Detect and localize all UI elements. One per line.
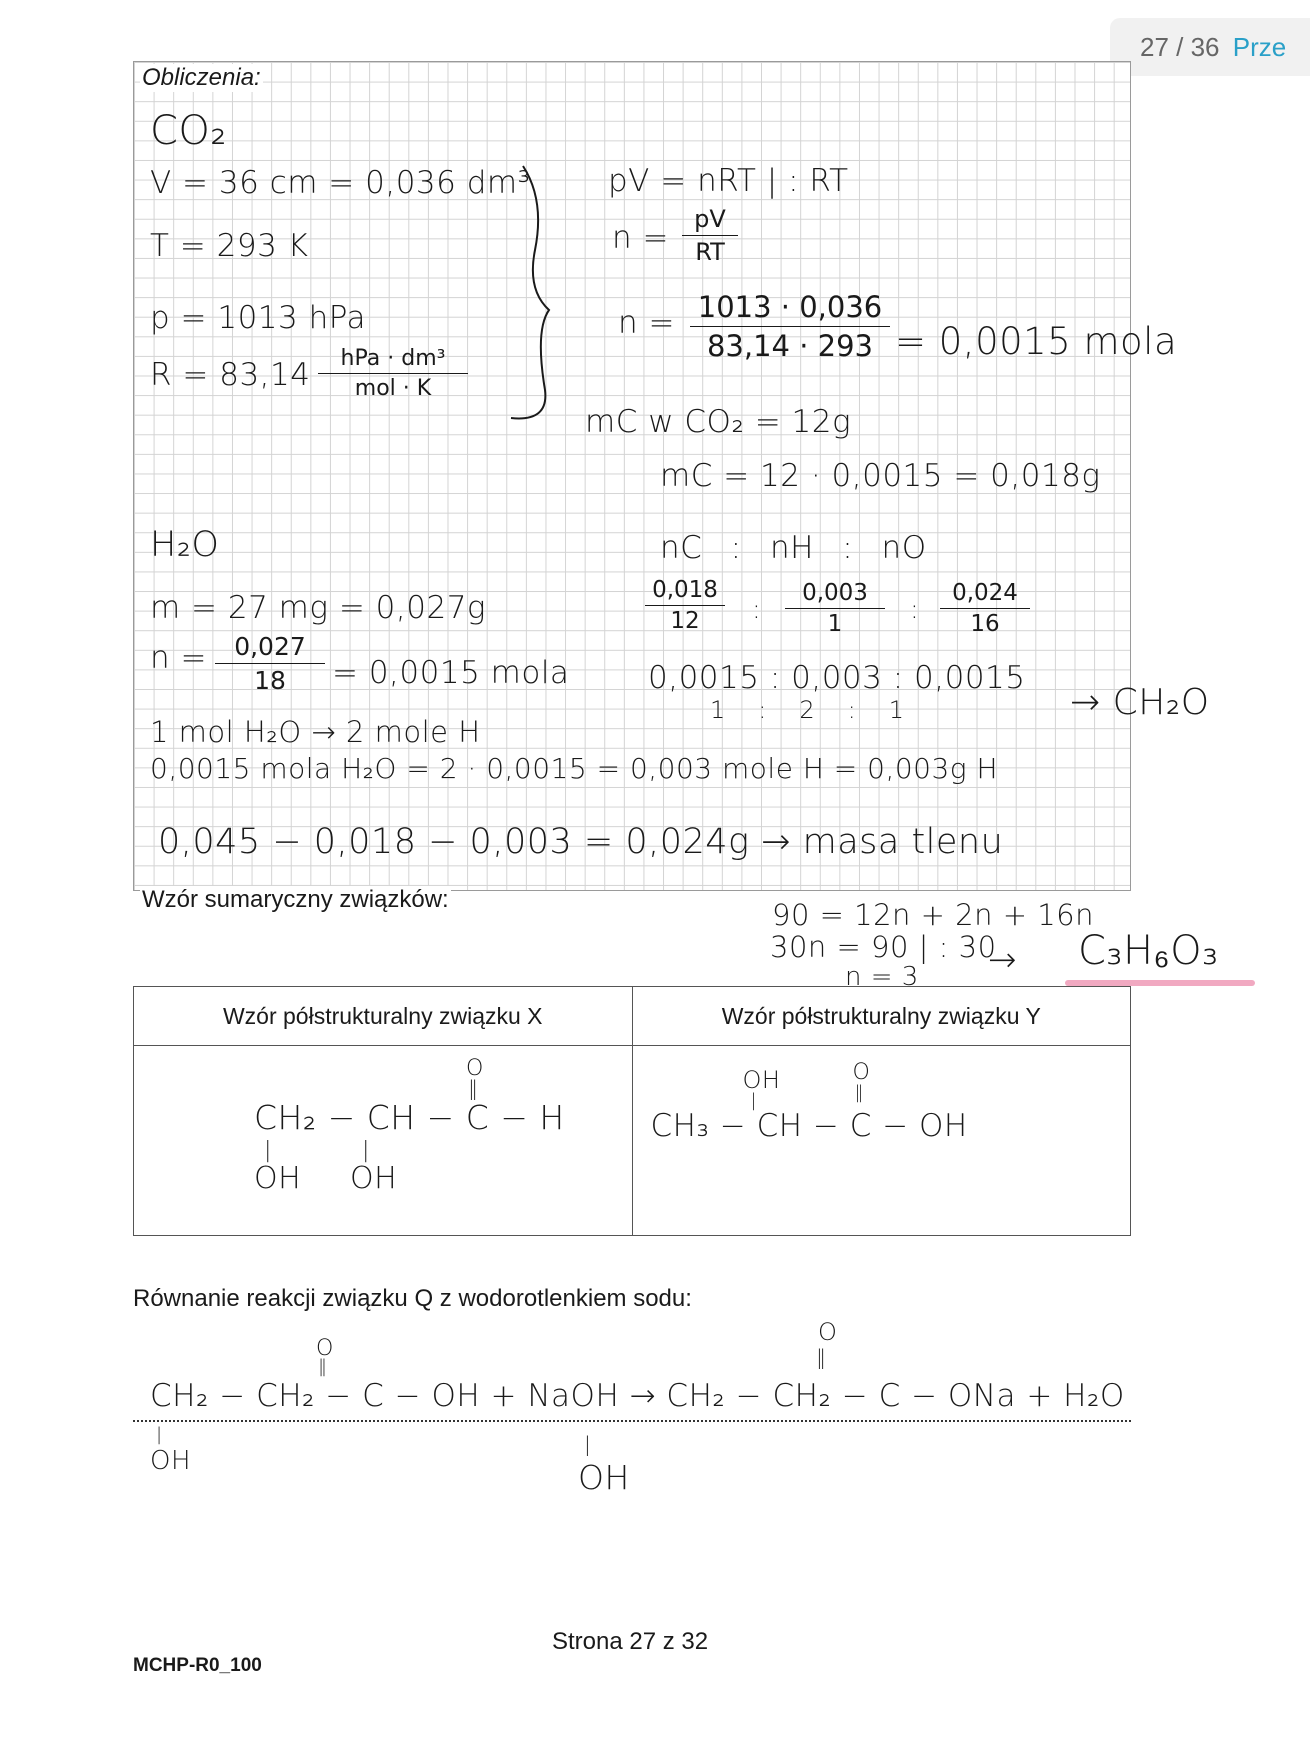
ratio-hydrogen xyxy=(785,580,885,637)
page-counter[interactable] xyxy=(1110,18,1310,76)
fraction-bar xyxy=(682,235,738,236)
volume-line: V = 36 cm = 0,036 dm³ xyxy=(150,165,531,201)
x-bond-2: | xyxy=(362,1138,370,1163)
fraction-bar xyxy=(318,373,468,374)
fraction-bar xyxy=(645,605,725,606)
oxygen-mass-line: 0,045 − 0,018 − 0,003 = 0,024g → masa tlenu xyxy=(158,822,1004,862)
ratio-oxygen-num: 0,024 xyxy=(952,580,1018,606)
h2o-heading: H₂O xyxy=(150,525,220,565)
molar-mass-eq: 90 = 12n + 2n + 16n xyxy=(772,898,1095,932)
structural-formulas-table xyxy=(133,986,1131,1236)
carbon-mass-calc: mC = 12 · 0,0015 = 0,018g xyxy=(660,458,1101,494)
product-double-bond: ‖ xyxy=(816,1345,827,1369)
x-hydroxyl-1: OH xyxy=(254,1161,302,1196)
n-water-eq: n = xyxy=(150,640,207,676)
mole-h-relation: 1 mol H₂O → 2 mole H xyxy=(150,715,481,749)
page-counter-text: 27 / 36 xyxy=(1140,32,1220,62)
exam-code: MCHP-R0_100 xyxy=(133,1655,262,1676)
reaction-equation: CH₂ − CH₂ − C − OH + NaOH → CH₂ − CH₂ − C − ONa + H₂O xyxy=(150,1378,1125,1414)
x-double-bond: ‖ xyxy=(468,1076,479,1100)
empirical-formula: → CH₂O xyxy=(1070,682,1210,723)
hydrogen-mass-line: 0,0015 mola H₂O = 2 · 0,0015 = 0,003 mole H = 0,003g H xyxy=(150,752,999,785)
gas-constant-unit-num: hPa · dm³ xyxy=(340,346,446,371)
calculations-label: Obliczenia: xyxy=(142,64,261,91)
y-bond: | xyxy=(750,1090,758,1111)
n-definition-eq: n = xyxy=(612,220,669,256)
x-main-chain: CH₂ − CH − C − H xyxy=(254,1098,565,1137)
x-carbonyl-oxygen: O xyxy=(466,1056,484,1081)
y-hydroxyl: OH xyxy=(742,1066,781,1094)
reactant-double-bond: ‖ xyxy=(318,1356,328,1377)
gas-constant-unit xyxy=(318,346,468,401)
n-water-num: 0,027 xyxy=(234,632,306,661)
n-fraction-den: RT xyxy=(695,238,725,266)
n-calc-fraction xyxy=(690,290,890,363)
answer-dotted-line xyxy=(133,1420,1131,1422)
n-calc-num: 1013 · 0,036 xyxy=(697,290,883,324)
fraction-bar xyxy=(690,326,890,327)
ratio-separator: : xyxy=(752,595,762,625)
structure-y-cell xyxy=(632,1046,1131,1236)
fraction-bar xyxy=(940,608,1030,609)
fraction-bar xyxy=(785,608,885,609)
reactant-bond: | xyxy=(156,1424,163,1445)
pressure-line: p = 1013 hPa xyxy=(150,300,367,336)
molecular-formula: C₃H₆O₃ xyxy=(1078,928,1219,974)
ratio-oxygen-den: 16 xyxy=(970,611,1000,637)
right-brace xyxy=(505,160,565,430)
co2-heading: CO₂ xyxy=(150,108,227,154)
gas-constant-line: R = 83,14 xyxy=(150,357,311,393)
ratio-hydrogen-num: 0,003 xyxy=(802,580,868,606)
reactant-hydroxyl: OH xyxy=(150,1446,192,1476)
ratio-carbon-num: 0,018 xyxy=(652,577,718,603)
mole-ratio-header: nC : nH : nO xyxy=(660,530,927,566)
temperature-line: T = 293 K xyxy=(150,228,309,264)
ratio-separator: : xyxy=(910,595,920,625)
n-water-den: 18 xyxy=(254,666,286,695)
product-bond: | xyxy=(584,1432,592,1456)
ideal-gas-law: pV = nRT | : RT xyxy=(608,163,849,199)
n-fraction-num: pV xyxy=(694,205,726,233)
n-calc-eq: n = xyxy=(618,305,675,341)
table-header-x: Wzór półstrukturalny związku X xyxy=(134,987,633,1046)
fraction-bar xyxy=(215,663,325,664)
ratio-carbon-den: 12 xyxy=(670,608,700,634)
y-double-bond: ‖ xyxy=(854,1082,864,1103)
y-main-chain: CH₃ − CH − C − OH xyxy=(650,1108,968,1144)
n-solve-eq: 30n = 90 | : 30 xyxy=(770,930,997,964)
next-page-link[interactable]: Prze xyxy=(1232,32,1287,62)
n-water-result: = 0,0015 mola xyxy=(332,655,570,691)
reactant-carbonyl-oxygen: O xyxy=(316,1336,334,1361)
n-calc-den: 83,14 · 293 xyxy=(706,329,874,363)
n-value: n = 3 xyxy=(845,962,919,992)
water-mass-line: m = 27 mg = 0,027g xyxy=(150,590,487,626)
ratio-carbon xyxy=(645,577,725,634)
n-fraction xyxy=(682,205,738,266)
ratio-simplified: 1 : 2 : 1 xyxy=(710,696,905,724)
ratio-oxygen xyxy=(940,580,1030,637)
n-co2-result: = 0,0015 mola xyxy=(895,320,1178,363)
result-arrow: → xyxy=(988,940,1017,980)
n-water-fraction xyxy=(215,632,325,695)
table-header-y: Wzór półstrukturalny związku Y xyxy=(632,987,1131,1046)
x-hydroxyl-2: OH xyxy=(350,1161,398,1196)
ratio-hydrogen-den: 1 xyxy=(827,611,843,637)
page-number: Strona 27 z 32 xyxy=(552,1628,709,1655)
gas-constant-unit-den: mol · K xyxy=(354,376,432,401)
y-carbonyl-oxygen: O xyxy=(852,1060,871,1085)
x-bond-1: | xyxy=(264,1138,272,1163)
ratio-values: 0,0015 : 0,003 : 0,0015 xyxy=(648,660,1026,696)
carbon-mass-in-co2: mC w CO₂ = 12g xyxy=(585,404,852,440)
reaction-label: Równanie reakcji związku Q z wodorotlenkiem sodu: xyxy=(133,1285,692,1312)
structure-x-cell xyxy=(134,1046,633,1236)
summary-formula-label: Wzór sumaryczny związków: xyxy=(142,886,449,913)
product-carbonyl-oxygen: O xyxy=(818,1318,838,1346)
product-hydroxyl: OH xyxy=(578,1458,630,1497)
